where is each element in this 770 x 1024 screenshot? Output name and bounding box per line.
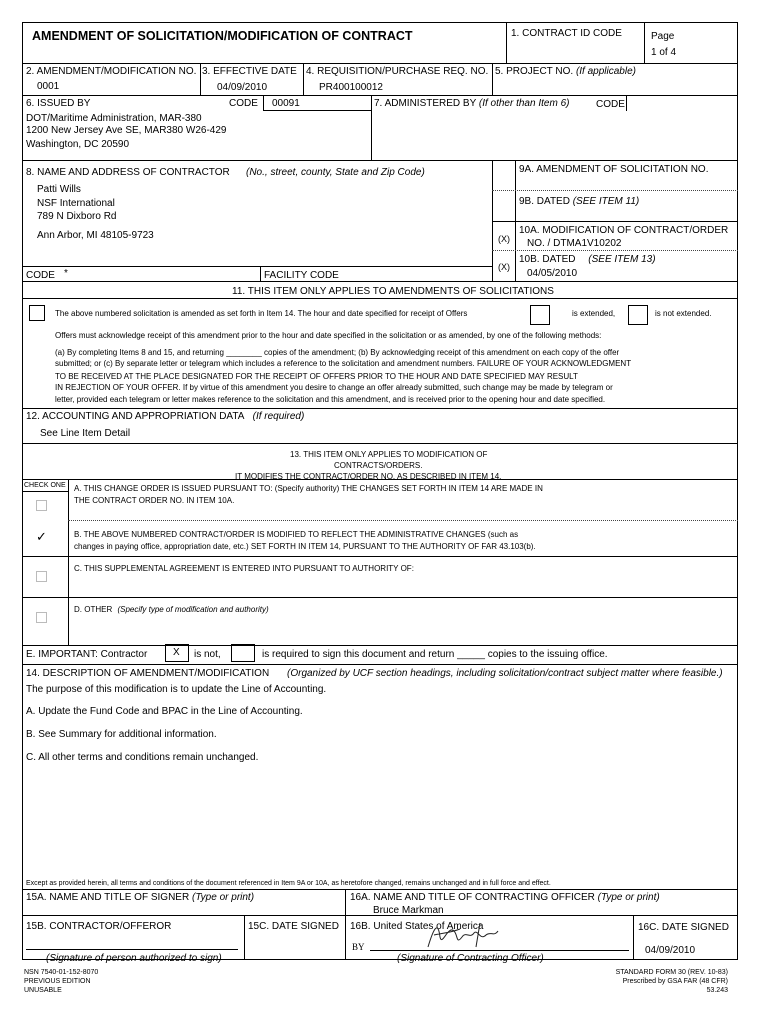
issued-by-address-1: DOT/Maritime Administration, MAR-380 <box>26 113 202 124</box>
accounting-label: 12. ACCOUNTING AND APPROPRIATION DATA (If required) <box>26 411 305 422</box>
row-line <box>22 443 738 444</box>
signature-line-15 <box>26 949 238 950</box>
requisition-value: PR400100012 <box>319 82 383 93</box>
footer-previous-edition: PREVIOUS EDITION <box>24 978 91 985</box>
offers-acknowledge: Offers must acknowledge receipt of this amendment prior to the hour and date specified in the solicitation or as amended, by one of the following methods: <box>55 331 602 340</box>
page-of: 1 of 4 <box>651 47 677 58</box>
description-para-1: The purpose of this modification is to update the Line of Accounting. <box>26 684 327 695</box>
modification-contract-label: 10A. MODIFICATION OF CONTRACT/ORDER <box>519 225 729 236</box>
is-extended-label: is extended, <box>572 309 616 318</box>
row-line <box>22 281 738 282</box>
issued-by-address-3: Washington, DC 20590 <box>26 139 130 150</box>
col-divider <box>263 95 264 111</box>
col-divider <box>492 63 493 96</box>
amendment-no-value: 0001 <box>37 81 60 92</box>
col-divider <box>345 889 346 960</box>
description-note: (Organized by UCF section headings, including solicitation/contract subject matter where feasible.) <box>287 668 723 679</box>
option-a-checkbox[interactable] <box>36 500 47 511</box>
item-11-text: The above numbered solicitation is amended as set forth in Item 14. The hour and date specified for receipt of Offers <box>55 309 468 318</box>
option-d-label: D. OTHER (Specify type of modification and authority) <box>74 605 269 614</box>
signature-15-caption: (Signature of person authorized to sign) <box>46 953 222 964</box>
col-divider <box>371 95 372 161</box>
contractor-line-3: 789 N Dixboro Rd <box>37 211 117 222</box>
important-label: E. IMPORTANT: Contractor <box>26 649 148 660</box>
header-divider <box>644 22 645 64</box>
signer-name-label: 15A. NAME AND TITLE OF SIGNER (Type or print) <box>26 892 255 903</box>
methods-line-4: IN REJECTION OF YOUR OFFER. If by virtue of this amendment you desire to change an offer already submitted, such change may be made by telegram or <box>55 383 613 392</box>
col-divider <box>68 479 69 645</box>
by-label: BY <box>352 942 365 952</box>
effective-date-label: 3. EFFECTIVE DATE <box>202 66 297 77</box>
amendment-solicitation-label: 9A. AMENDMENT OF SOLICITATION NO. <box>519 164 709 175</box>
col-divider <box>303 63 304 96</box>
option-c-checkbox[interactable] <box>36 571 47 582</box>
col-divider <box>260 266 261 281</box>
row-line <box>492 221 738 222</box>
option-c-label: C. THIS SUPPLEMENTAL AGREEMENT IS ENTERED INTO PURSUANT TO AUTHORITY OF: <box>74 564 414 573</box>
option-a-line-2: THE CONTRACT ORDER NO. IN ITEM 10A. <box>74 496 235 505</box>
issued-by-address-2: 1200 New Jersey Ave SE, MAR380 W26-429 <box>26 125 227 136</box>
description-label: 14. DESCRIPTION OF AMENDMENT/MODIFICATION <box>26 668 270 679</box>
administered-by-label: 7. ADMINISTERED BY (If other than Item 6) <box>374 98 570 109</box>
right-border <box>737 22 738 960</box>
is-required-box[interactable] <box>231 644 255 662</box>
united-states-label: 16B. United States of America <box>350 921 484 932</box>
footer-standard-form: STANDARD FORM 30 (REV. 10-83) <box>615 969 728 976</box>
administered-by-code-label: CODE <box>596 99 625 110</box>
code-row-label: CODE <box>26 270 55 281</box>
project-no-label: 5. PROJECT NO. (If applicable) <box>495 66 636 77</box>
item-13-title-2: CONTRACTS/ORDERS. <box>334 461 423 470</box>
issued-by-code-value: 00091 <box>272 98 300 109</box>
row-line <box>22 408 738 409</box>
row-line <box>22 298 738 299</box>
option-a-line-1: A. THIS CHANGE ORDER IS ISSUED PURSUANT TO: (Specify authority) THE CHANGES SET FORTH IN ITEM 14 ARE MADE IN <box>74 484 543 493</box>
page-label: Page <box>651 31 675 42</box>
col-divider <box>626 95 627 111</box>
row-line <box>22 556 738 557</box>
option-b-checkmark[interactable]: ✓ <box>36 529 47 544</box>
x-mark-10b: (X) <box>498 262 510 272</box>
methods-line-5: letter, provided each telegram or letter makes reference to the solicitation and this amendment, and is received prior to the opening hour and date specified. <box>55 395 606 404</box>
issued-by-code-label: CODE <box>229 98 258 109</box>
item-13-title-3: IT MODIFIES THE CONTRACT/ORDER NO. AS DESCRIBED IN ITEM 14. <box>235 472 502 481</box>
row-line <box>492 250 738 251</box>
code-row-star: * <box>64 268 68 279</box>
row-line <box>492 190 738 191</box>
issued-by-label: 6. ISSUED BY <box>26 98 91 109</box>
footer-nsn: NSN 7540-01-152-8070 <box>24 969 99 976</box>
row-line <box>22 889 738 890</box>
dated-10b-label: 10B. DATED (SEE ITEM 13) <box>519 254 656 265</box>
is-not-label: is not, <box>194 649 221 660</box>
row-line <box>22 664 738 665</box>
row-line <box>22 266 492 267</box>
form-title: AMENDMENT OF SOLICITATION/MODIFICATION OF CONTRACT <box>32 29 413 43</box>
date-signed-16c-value: 04/09/2010 <box>645 945 696 956</box>
option-d-checkbox[interactable] <box>36 612 47 623</box>
is-extended-checkbox[interactable] <box>530 305 550 325</box>
row-line <box>263 110 371 111</box>
important-x-mark: X <box>173 647 180 658</box>
item-13-title-1: 13. THIS ITEM ONLY APPLIES TO MODIFICATION OF <box>290 450 488 459</box>
col-divider <box>244 915 245 960</box>
header-divider <box>506 22 507 64</box>
row-line <box>68 520 738 521</box>
effective-date-value: 04/09/2010 <box>217 82 268 93</box>
contractor-line-2: NSF International <box>37 198 115 209</box>
methods-line-3: TO BE RECEIVED AT THE PLACE DESIGNATED FOR THE RECEIPT OF OFFERS PRIOR TO THE HOUR AND DATE SPECIFIED MAY RESULT <box>55 372 578 381</box>
top-border <box>22 22 738 23</box>
methods-line-2: submitted; or (c) By separate letter or telegram which includes a reference to the solicitation and amendment numbers. FAILURE OF YOUR ACKNOWLEDGMENT <box>55 359 632 368</box>
dated-10b-value: 04/05/2010 <box>527 268 578 279</box>
is-not-extended-label: is not extended. <box>655 309 712 318</box>
description-para-4: C. All other terms and conditions remain unchanged. <box>26 752 259 763</box>
check-one-label: CHECK ONE <box>24 482 66 489</box>
option-b-line-2: changes in paying office, appropriation date, etc.) SET FORTH IN ITEM 14, PURSUANT TO THE AUTHORITY OF FAR 43.103(b). <box>74 542 536 551</box>
item-11-checkbox[interactable] <box>29 305 45 321</box>
row-line <box>22 160 738 161</box>
footer-unusable: UNUSABLE <box>24 987 62 994</box>
signature-16-caption: (Signature of Contracting Officer) <box>397 953 544 964</box>
methods-line-1: (a) By completing Items 8 and 15, and returning ________ copies of the amendment; (b) By acknowledging receipt of this amendment on each copy of the offer <box>55 348 620 357</box>
x-mark-10a: (X) <box>498 234 510 244</box>
accounting-value: See Line Item Detail <box>40 428 131 439</box>
contractor-line-1: Patti Wills <box>37 184 81 195</box>
contractor-note: (No., street, county, State and Zip Code) <box>246 167 425 178</box>
requisition-label: 4. REQUISITION/PURCHASE REQ. NO. <box>306 66 489 77</box>
footer-prescribed: Prescribed by GSA FAR (48 CFR) <box>622 978 728 985</box>
col-divider <box>633 915 634 960</box>
row-line <box>22 491 68 492</box>
dated-9b-label: 9B. DATED (SEE ITEM 11) <box>519 196 640 207</box>
contractor-label: 8. NAME AND ADDRESS OF CONTRACTOR <box>26 167 230 178</box>
modification-contract-no: NO. / DTMA1V10202 <box>527 238 622 249</box>
contracting-officer-name: Bruce Markman <box>373 905 444 916</box>
item-11-title: 11. THIS ITEM ONLY APPLIES TO AMENDMENTS OF SOLICITATIONS <box>232 286 554 297</box>
date-signed-16c-label: 16C. DATE SIGNED <box>638 922 729 933</box>
row-line <box>22 597 738 598</box>
facility-code-label: FACILITY CODE <box>264 270 339 281</box>
row-line <box>22 95 738 96</box>
contractor-line-4: Ann Arbor, MI 48105-9723 <box>37 230 154 241</box>
date-signed-15c-label: 15C. DATE SIGNED <box>248 921 339 932</box>
contractor-offeror-label: 15B. CONTRACTOR/OFFEROR <box>26 921 172 932</box>
is-required-text: is required to sign this document and return _____ copies to the issuing office. <box>262 649 608 660</box>
option-b-line-1: B. THE ABOVE NUMBERED CONTRACT/ORDER IS MODIFIED TO REFLECT THE ADMINISTRATIVE CHANGES (such as <box>74 530 519 539</box>
contract-id-label: 1. CONTRACT ID CODE <box>511 28 622 39</box>
col-divider <box>200 63 201 96</box>
contracting-officer-label: 16A. NAME AND TITLE OF CONTRACTING OFFICER (Type or print) <box>350 892 660 903</box>
contracting-officer-signature <box>420 917 510 953</box>
description-para-2: A. Update the Fund Code and BPAC in the Line of Accounting. <box>26 706 303 717</box>
description-para-3: B. See Summary for additional information. <box>26 729 217 740</box>
except-text: Except as provided herein, all terms and conditions of the document referenced in Item 9A or 10A, as heretofore changed, remains unchanged and in full force and effect. <box>26 880 551 887</box>
amendment-no-label: 2. AMENDMENT/MODIFICATION NO. <box>26 66 197 77</box>
is-not-extended-checkbox[interactable] <box>628 305 648 325</box>
footer-cfr: 53.243 <box>706 987 728 994</box>
row-line <box>22 63 738 64</box>
row-line <box>22 645 738 646</box>
